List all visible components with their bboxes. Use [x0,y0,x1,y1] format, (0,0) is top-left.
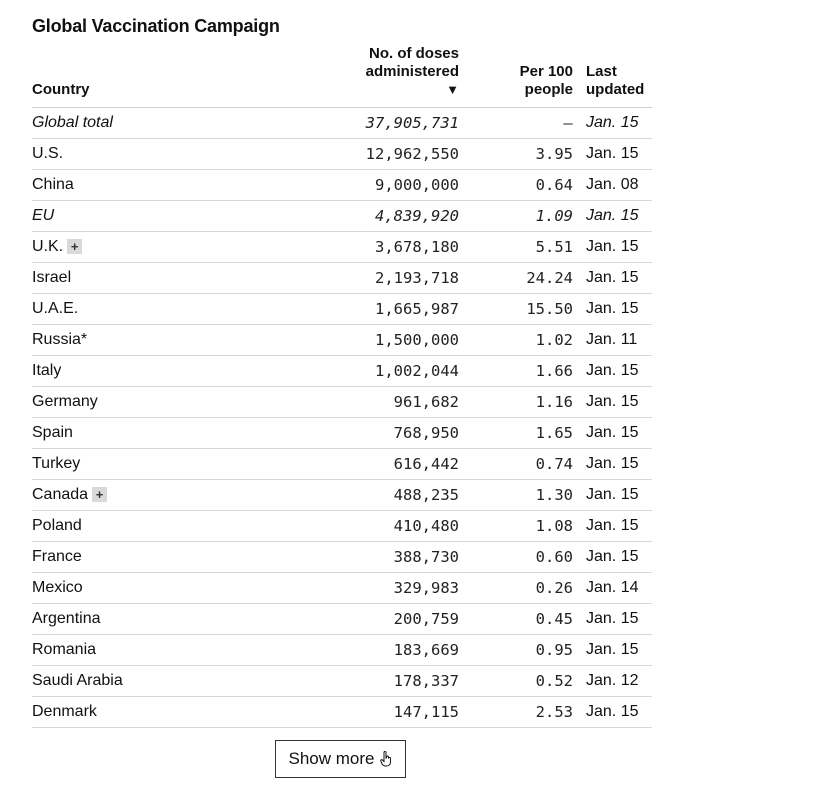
header-doses-line1: No. of doses [368,45,459,62]
table-row [32,325,652,356]
country-name: Turkey [32,455,81,472]
country-cell [32,139,63,169]
country-cell [32,325,87,355]
doses-cell: 200,759 [393,610,459,628]
show-more-label: Show more [288,749,375,768]
doses-cell: 388,730 [393,548,459,566]
table-row [32,108,652,139]
last-updated-cell: Jan. 15 [586,548,639,565]
doses-cell: 2,193,718 [375,269,459,287]
table-row [32,573,652,604]
country-name: Global total [32,114,113,131]
per100-cell: – [563,114,573,132]
country-name: Argentina [32,610,101,627]
last-updated-cell: Jan. 15 [586,517,639,534]
table-row [32,511,652,542]
per100-cell: 0.26 [535,579,573,597]
country-cell [32,263,71,293]
country-cell [32,356,61,386]
table-row [32,387,652,418]
country-name: Saudi Arabia [32,672,123,689]
table-row [32,449,652,480]
doses-cell: 329,983 [393,579,459,597]
country-cell [32,573,83,603]
doses-cell: 961,682 [393,393,459,411]
per100-cell: 24.24 [526,269,573,287]
doses-cell: 616,442 [393,455,459,473]
country-name: U.S. [32,145,64,162]
country-cell [32,449,80,479]
country-name: Russia* [32,331,88,348]
country-cell [32,232,82,262]
country-name: Canada [32,486,89,503]
per100-cell: 0.74 [535,455,573,473]
per100-cell: 2.53 [535,703,573,721]
table-row [32,635,652,666]
per100-cell: 1.09 [535,207,573,225]
table-row [32,294,652,325]
header-updated-line1: Last [586,63,617,80]
header-updated-line2: updated [586,81,645,98]
last-updated-cell: Jan. 14 [586,579,639,596]
country-cell [32,635,96,665]
last-updated-cell: Jan. 08 [586,176,639,193]
per100-cell: 3.95 [535,145,573,163]
country-cell [32,418,73,448]
country-cell [32,604,101,634]
doses-cell: 1,665,987 [375,300,459,318]
per100-cell: 1.08 [535,517,573,535]
last-updated-cell: Jan. 15 [586,703,639,720]
country-name: Germany [32,393,98,410]
plus-icon[interactable]: + [92,487,107,502]
per100-cell: 1.02 [535,331,573,349]
last-updated-cell: Jan. 15 [586,362,639,379]
last-updated-cell: Jan. 15 [586,269,639,286]
header-last-updated[interactable] [586,63,644,99]
last-updated-cell: Jan. 15 [586,114,639,131]
doses-cell: 3,678,180 [375,238,459,256]
per100-cell: 1.65 [535,424,573,442]
header-doses[interactable] [366,45,459,99]
table-row [32,170,652,201]
country-name: China [32,176,74,193]
per100-cell: 1.16 [535,393,573,411]
last-updated-cell: Jan. 15 [586,207,639,224]
country-name: EU [32,207,55,224]
doses-cell: 147,115 [393,703,459,721]
last-updated-cell: Jan. 12 [586,672,639,689]
table-row [32,201,652,232]
doses-cell: 178,337 [393,672,459,690]
plus-icon[interactable]: + [67,239,82,254]
last-updated-cell: Jan. 15 [586,393,639,410]
country-cell [32,108,113,138]
hand-pointer-icon [380,751,392,767]
last-updated-cell: Jan. 11 [586,331,638,348]
country-name: France [32,548,82,565]
country-cell [32,294,78,324]
doses-cell: 410,480 [393,517,459,535]
country-name: Mexico [32,579,83,596]
country-cell [32,666,123,696]
country-cell [32,511,82,541]
doses-cell: 488,235 [393,486,459,504]
table-row [32,604,652,635]
country-name: U.K. [32,238,64,255]
per100-cell: 0.60 [535,548,573,566]
per100-cell: 5.51 [535,238,573,256]
per100-cell: 0.52 [535,672,573,690]
doses-cell: 183,669 [393,641,459,659]
country-cell [32,697,97,727]
doses-cell: 1,002,044 [375,362,459,380]
last-updated-cell: Jan. 15 [586,238,639,255]
doses-cell: 768,950 [393,424,459,442]
table-title: Global Vaccination Campaign [32,16,280,36]
table-row [32,697,652,728]
last-updated-cell: Jan. 15 [586,455,639,472]
header-doses-line2: administered [365,63,459,80]
last-updated-cell: Jan. 15 [586,486,639,503]
country-name: U.A.E. [32,300,79,317]
country-cell [32,480,107,510]
header-country[interactable]: Country [32,81,90,98]
header-per100[interactable] [520,63,573,99]
vaccination-table [32,44,652,728]
country-cell [32,387,98,417]
per100-cell: 1.66 [535,362,573,380]
country-name: Poland [32,517,82,534]
per100-cell: 0.45 [535,610,573,628]
last-updated-cell: Jan. 15 [586,610,639,627]
table-row [32,542,652,573]
table-row [32,666,652,697]
last-updated-cell: Jan. 15 [586,641,639,658]
doses-cell: 12,962,550 [365,145,459,163]
per100-cell: 1.30 [535,486,573,504]
table-body [32,108,652,728]
country-cell [32,170,74,200]
last-updated-cell: Jan. 15 [586,300,639,317]
table-header [32,44,652,108]
last-updated-cell: Jan. 15 [586,145,639,162]
sort-descending-icon: ▼ [446,82,459,97]
table-row [32,232,652,263]
country-name: Italy [32,362,62,379]
doses-cell: 37,905,731 [365,114,459,132]
table-row [32,263,652,294]
show-more-button[interactable] [275,740,406,778]
per100-cell: 15.50 [526,300,573,318]
country-name: Denmark [32,703,97,720]
last-updated-cell: Jan. 15 [586,424,639,441]
table-row [32,418,652,449]
doses-cell: 4,839,920 [375,207,459,225]
country-name: Spain [32,424,73,441]
country-name: Romania [32,641,97,658]
per100-cell: 0.95 [535,641,573,659]
table-row [32,139,652,170]
country-name: Israel [32,269,72,286]
doses-cell: 1,500,000 [375,331,459,349]
country-cell [32,201,54,231]
header-per100-line2: people [524,81,573,98]
table-row [32,356,652,387]
table-row [32,480,652,511]
doses-cell: 9,000,000 [375,176,459,194]
per100-cell: 0.64 [535,176,573,194]
header-per100-line1: Per 100 [519,63,573,80]
country-cell [32,542,82,572]
